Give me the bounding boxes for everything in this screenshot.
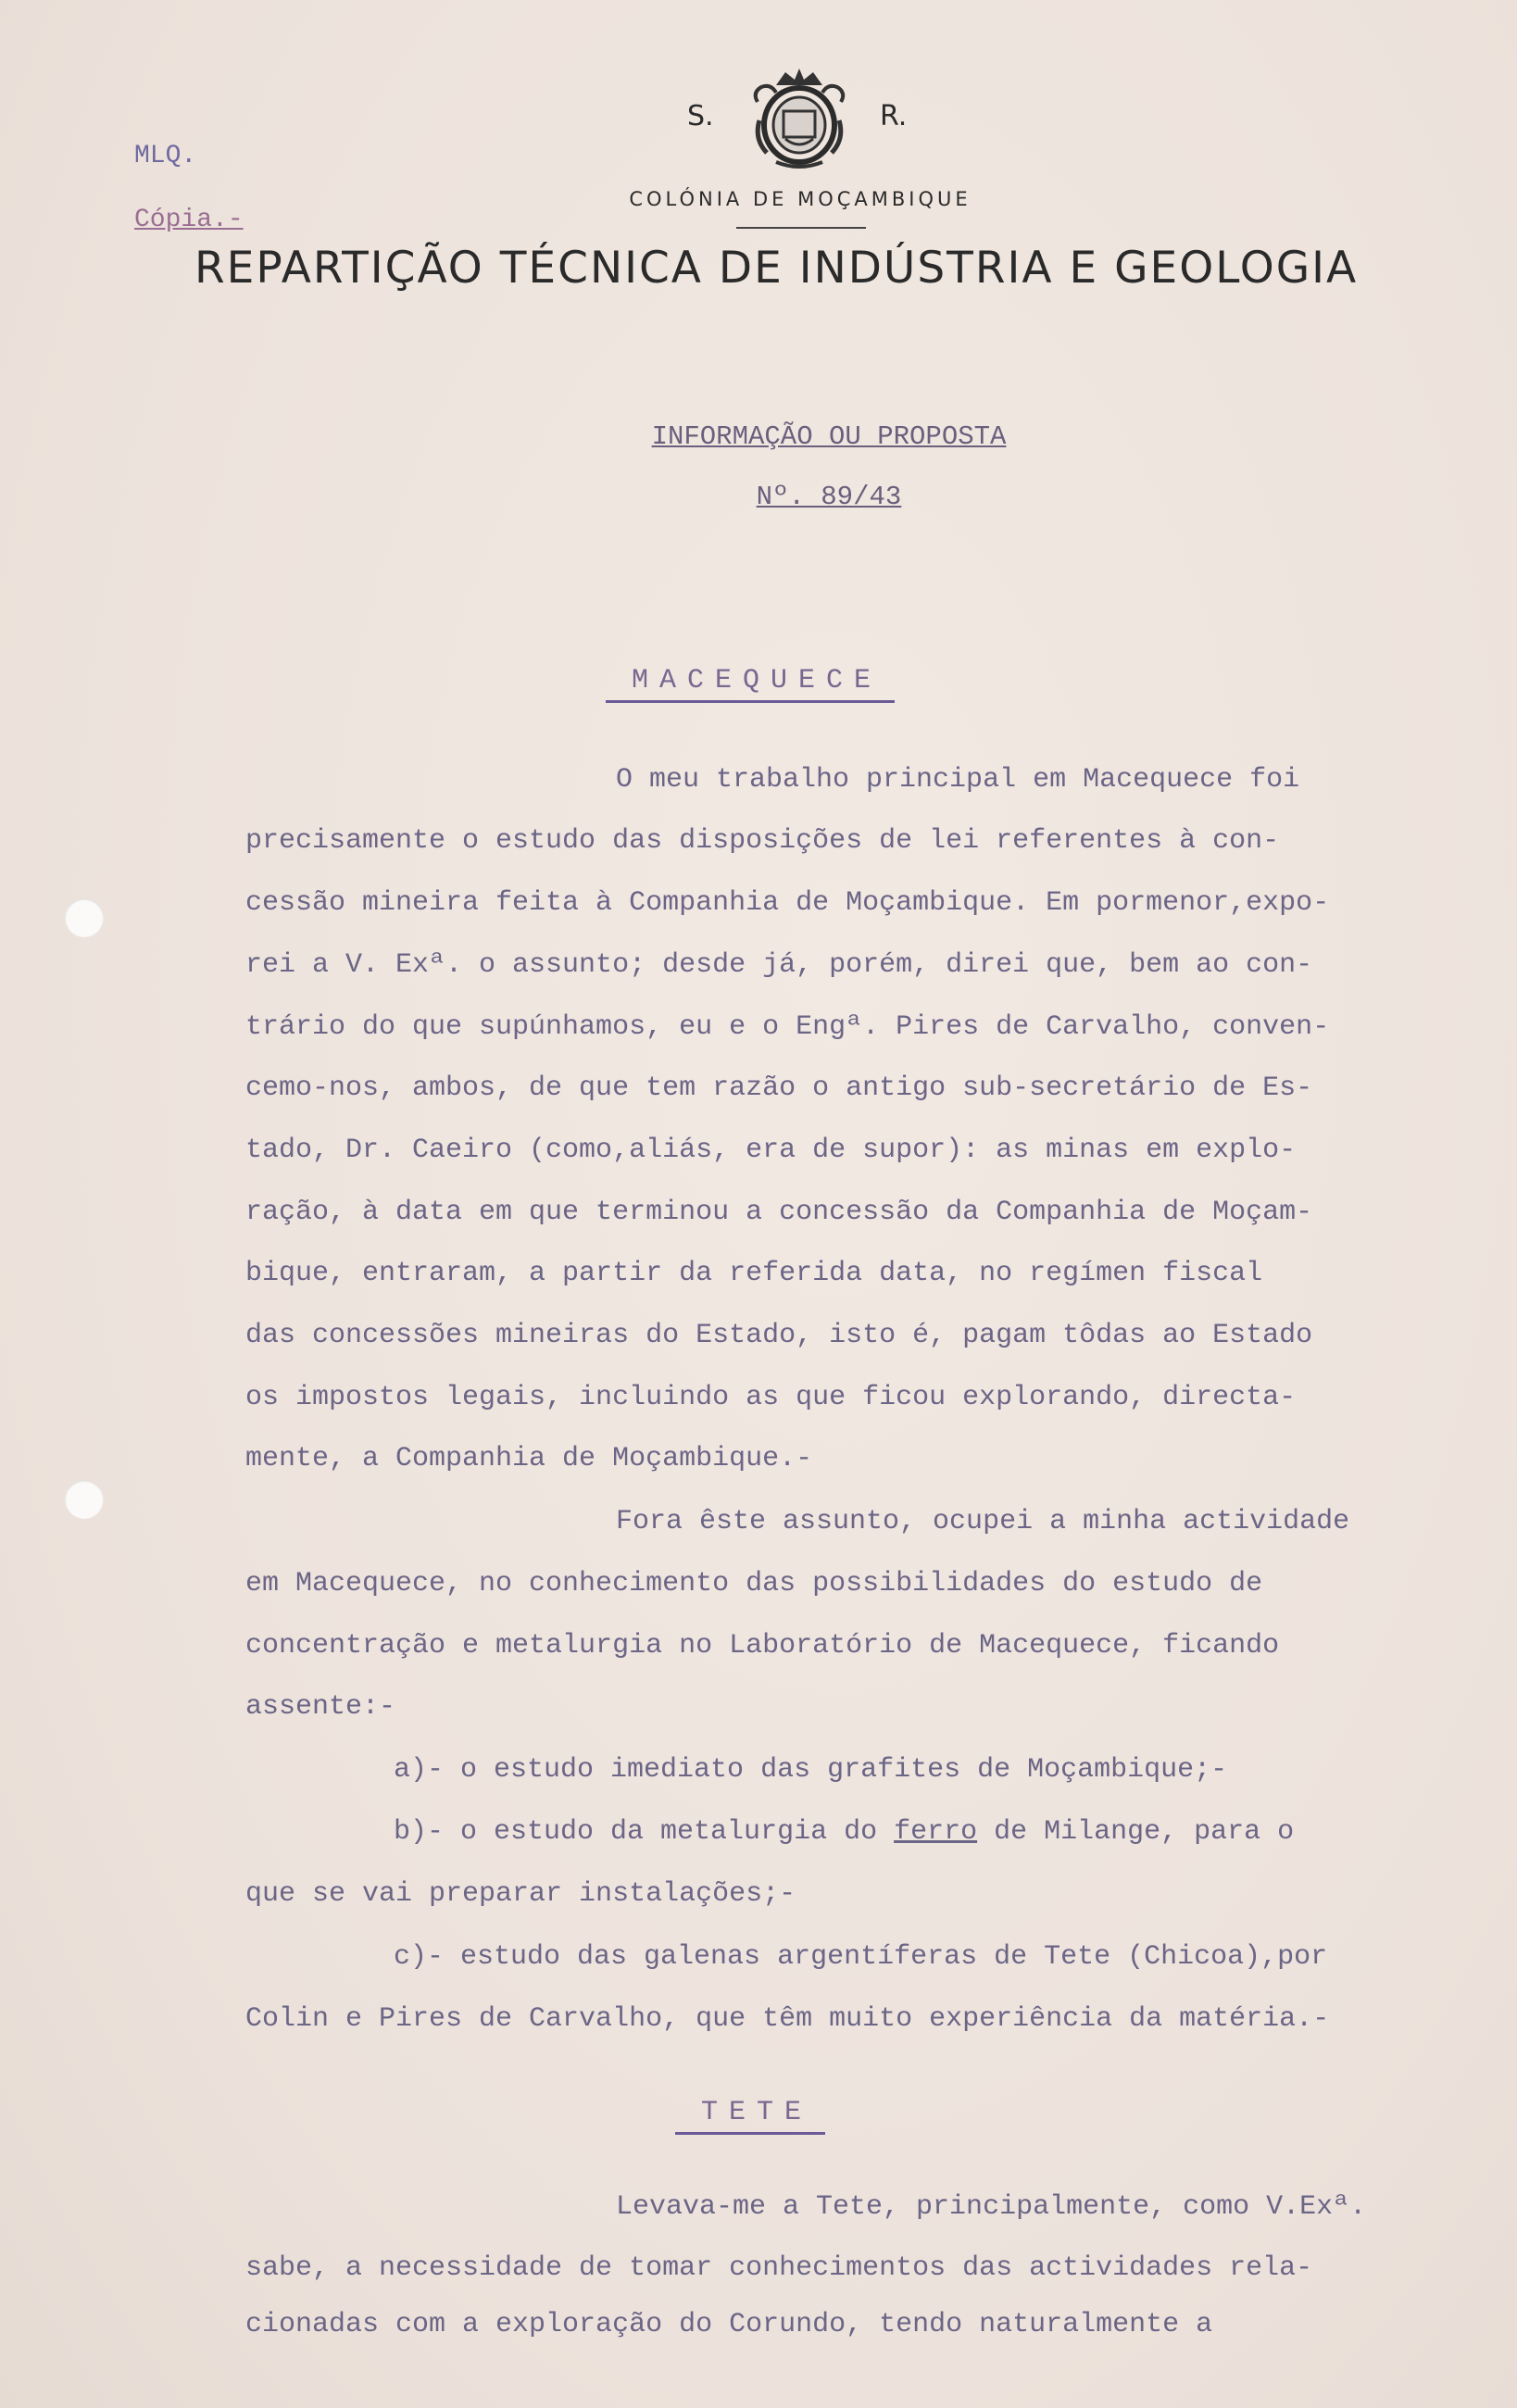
body-line: que se vai preparar instalações;-	[245, 1878, 796, 1910]
section-heading-tete-text: TETE	[675, 2097, 825, 2135]
body-line: das concessões mineiras do Estado, isto é, pagam tôdas ao Estado	[245, 1320, 1313, 1351]
body-line: concentração e metalurgia no Laboratório de Macequece, ficando	[245, 1630, 1280, 1662]
body-line: O meu trabalho principal em Macequece foi	[616, 764, 1300, 796]
colony-name: COLÓNIA DE MOÇAMBIQUE	[629, 188, 972, 210]
punch-hole-bottom	[65, 1480, 104, 1519]
body-line: assente:-	[245, 1691, 396, 1723]
copy-mark: Cópia.-	[134, 206, 244, 234]
body-line: tado, Dr. Caeiro (como,aliás, era de supor): as minas em explo-	[245, 1135, 1297, 1166]
body-line: trário do que supúnhamos, eu e o Engª. Pires de Carvalho, conven-	[245, 1011, 1330, 1043]
section-heading-macequece	[0, 665, 1500, 703]
document-number: Nº. 89/43	[756, 482, 902, 512]
coat-of-arms-icon	[748, 65, 850, 171]
body-line: ração, à data em que terminou a concessão da Companhia de Moçam-	[245, 1197, 1313, 1228]
body-line: cessão mineira feita à Companhia de Moçambique. Em pormenor,expo-	[245, 887, 1330, 919]
punch-hole-top	[65, 898, 104, 937]
list-item-b-start: b)- o estudo da metalurgia do	[394, 1816, 895, 1848]
list-item-a: a)- o estudo imediato das grafites de Moçambique;-	[394, 1754, 1228, 1786]
document-title: INFORMAÇÃO OU PROPOSTA	[651, 421, 1007, 452]
department-heading: REPARTIÇÃO TÉCNICA DE INDÚSTRIA E GEOLOGIA	[194, 243, 1359, 294]
body-line: Fora êste assunto, ocupei a minha actividade	[616, 1506, 1350, 1537]
underlined-word: ferro	[894, 1816, 978, 1848]
body-line: cionadas com a exploração do Corundo, tendo naturalmente a	[245, 2309, 1213, 2340]
s-letter: S.	[687, 100, 714, 132]
body-line: mente, a Companhia de Moçambique.-	[245, 1443, 813, 1474]
list-item-b	[394, 1818, 1294, 1846]
header-rule	[736, 227, 866, 229]
body-line: rei a V. Exª. o assunto; desde já, porém, direi que, bem ao con-	[245, 949, 1313, 981]
body-line: sabe, a necessidade de tomar conhecimentos das actividades rela-	[245, 2252, 1313, 2284]
body-line: Levava-me a Tete, principalmente, como V.Exª.	[616, 2191, 1367, 2223]
body-line: cemo-nos, ambos, de que tem razão o antigo sub-secretário de Es-	[245, 1072, 1313, 1104]
r-letter: R.	[880, 100, 908, 132]
list-item-b-end: de Milange, para o	[977, 1816, 1295, 1848]
body-line: em Macequece, no conhecimento das possibilidades do estudo de	[245, 1568, 1263, 1599]
section-heading-macequece-text: MACEQUECE	[606, 665, 895, 703]
list-item-c: c)- estudo das galenas argentíferas de Tete (Chicoa),por	[394, 1941, 1328, 1973]
body-line: os impostos legais, incluindo as que ficou explorando, directa-	[245, 1382, 1297, 1413]
body-line: Colin e Pires de Carvalho, que têm muito experiência da matéria.-	[245, 2003, 1330, 2035]
body-line: precisamente o estudo das disposições de lei referentes à con-	[245, 825, 1280, 857]
section-heading-tete	[0, 2097, 1500, 2135]
initials-mark: MLQ.	[134, 142, 197, 170]
body-line: bique, entraram, a partir da referida data, no regímen fiscal	[245, 1258, 1263, 1289]
